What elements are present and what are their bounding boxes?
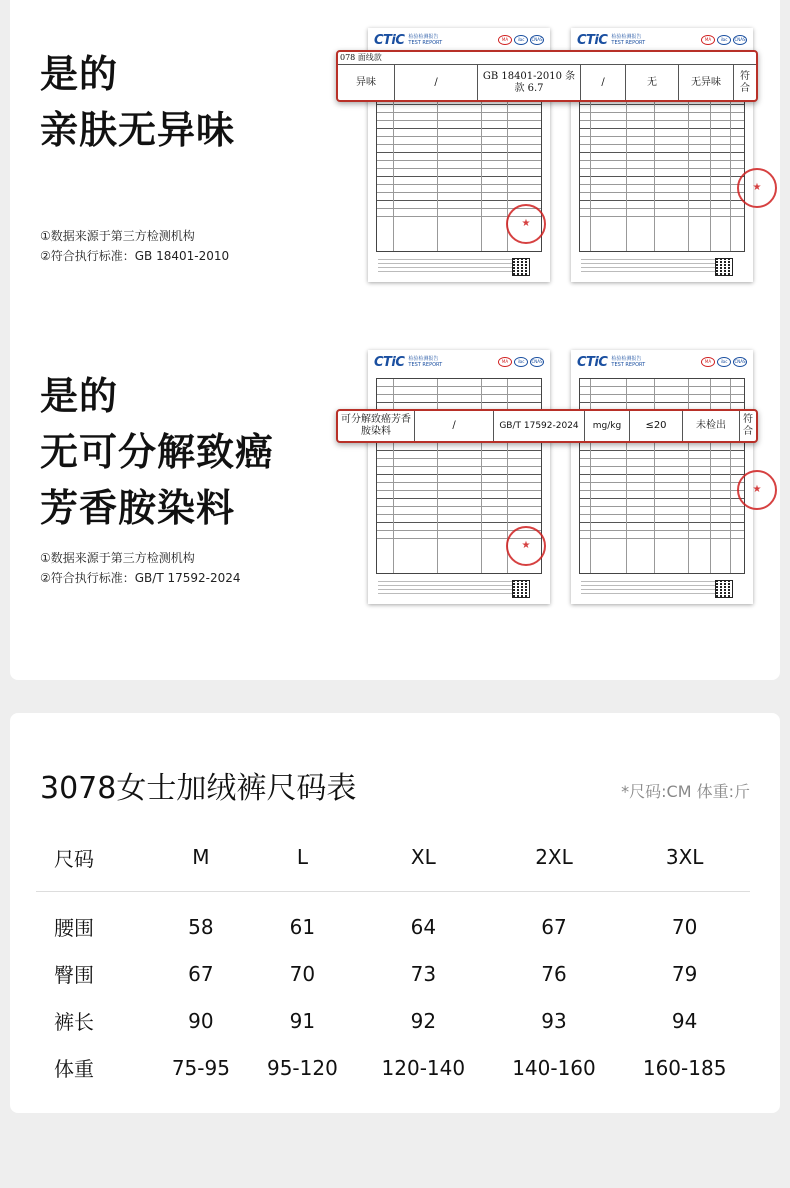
size-table: [36, 823, 750, 1091]
report-title-en: TEST REPORT: [611, 40, 646, 46]
ma-mark-icon: MA: [701, 357, 715, 367]
ctic-logo: CTiC: [577, 32, 608, 48]
table-cell: 75-95: [171, 1055, 230, 1080]
callout-standard: GB/T 17592-2024: [494, 411, 585, 441]
callout-item: 可分解致癌芳香胺染料: [338, 411, 415, 441]
qr-code-icon: [715, 580, 733, 598]
table-cell: 160-185: [642, 1055, 727, 1080]
claim-odor-free: [40, 46, 235, 158]
callout-method: /: [415, 411, 494, 441]
callout-method: /: [395, 65, 478, 100]
ma-mark-icon: MA: [701, 35, 715, 45]
report-image-page-2: [571, 350, 762, 604]
ma-mark-icon: MA: [498, 357, 512, 367]
callout-item: 异味: [338, 65, 395, 100]
table-cell: 95-120: [266, 1055, 338, 1080]
seal-stamp-icon: ★: [737, 470, 777, 510]
row-label: 臀围: [54, 963, 94, 987]
table-cell: 120-140: [381, 1055, 466, 1080]
notes-azo: [40, 548, 241, 588]
table-cell: 73: [410, 961, 437, 986]
headline-line: 芳香胺染料: [40, 486, 236, 530]
test-report-card: [10, 0, 780, 680]
note-standard: ②符合执行标准：GB 18401-2010: [40, 249, 230, 263]
qr-code-icon: [512, 258, 530, 276]
callout-requirement: 无: [626, 65, 679, 100]
ctic-logo: CTiC: [374, 354, 405, 370]
row-label: 腰围: [54, 916, 94, 940]
size-chart-card: [10, 713, 780, 1113]
table-cell: 58: [188, 914, 214, 939]
ilac-mark-icon: ilac: [717, 357, 731, 367]
report-title-cn: 检验检测报告: [408, 34, 439, 40]
headline-line: 是的: [40, 374, 119, 418]
ma-mark-icon: MA: [498, 35, 512, 45]
callout-verdict: 符合: [740, 70, 750, 94]
table-cell: 92: [410, 1008, 437, 1033]
row-label: 裤长: [54, 1010, 94, 1034]
note-source: ①数据来源于第三方检测机构: [40, 551, 195, 565]
header-cell: 3XL: [619, 823, 750, 892]
cnas-mark-icon: CNAS: [530, 357, 544, 367]
callout-caption: 078 面线款: [338, 52, 756, 65]
report-footer-lines: [378, 580, 520, 594]
table-cell: 94: [671, 1008, 698, 1033]
report-title-cn: 检验检测报告: [611, 34, 642, 40]
table-row: [36, 950, 750, 997]
table-cell: 140-160: [512, 1055, 596, 1080]
ilac-mark-icon: ilac: [514, 357, 528, 367]
report-title-cn: 检验检测报告: [611, 356, 642, 362]
table-cell: 67: [188, 961, 214, 986]
table-cell: 67: [541, 914, 567, 939]
report-footer-lines: [581, 580, 723, 594]
qr-code-icon: [715, 258, 733, 276]
headline-line: 是的: [40, 52, 119, 96]
table-cell: 70: [289, 961, 316, 986]
report-image-page-1: [368, 350, 550, 604]
table-row: [36, 997, 750, 1044]
size-table-header-row: [36, 823, 750, 892]
report-footer-lines: [581, 258, 723, 272]
cnas-mark-icon: CNAS: [530, 35, 544, 45]
cnas-mark-icon: CNAS: [733, 35, 747, 45]
header-cell: XL: [358, 823, 489, 892]
callout-result: 未检出: [683, 411, 740, 441]
table-cell: 70: [671, 914, 698, 939]
report-title-en: TEST REPORT: [408, 40, 443, 46]
ctic-logo: CTiC: [577, 354, 608, 370]
size-chart-title: 3078女士加绒裤尺码表: [40, 771, 357, 806]
headline-line: 亲肤无异味: [40, 108, 236, 152]
seal-stamp-icon: ★: [506, 526, 546, 566]
callout-standard: GB 18401-2010 条款 6.7: [478, 65, 581, 100]
table-cell: 79: [671, 961, 698, 986]
table-row: [36, 1044, 750, 1091]
claim-no-azo-dyes: [40, 368, 274, 536]
report-title-en: TEST REPORT: [611, 362, 646, 368]
headline-line: 无可分解致癌: [40, 430, 275, 474]
callout-verdict: 符合: [743, 414, 753, 437]
note-source: ①数据来源于第三方检测机构: [40, 229, 195, 243]
report-table-lines: [579, 378, 745, 574]
report-title-en: TEST REPORT: [408, 362, 443, 368]
callout-requirement: ≤20: [630, 411, 683, 441]
header-cell: 尺码: [36, 823, 155, 892]
ctic-logo: CTiC: [374, 32, 405, 48]
callout-odor-result: [336, 50, 758, 102]
callout-unit: /: [581, 65, 626, 100]
header-cell: L: [247, 823, 358, 892]
size-chart-unit-note: *尺码:CM 体重:斤: [621, 782, 750, 801]
seal-stamp-icon: ★: [506, 204, 546, 244]
callout-azo-result: [336, 409, 758, 443]
callout-result: 无异味: [679, 65, 734, 100]
report-footer-lines: [378, 258, 520, 272]
table-cell: 64: [410, 914, 437, 939]
table-cell: 93: [541, 1008, 567, 1033]
qr-code-icon: [512, 580, 530, 598]
table-cell: 61: [289, 914, 316, 939]
header-cell: 2XL: [489, 823, 620, 892]
table-row: [36, 892, 750, 951]
ilac-mark-icon: ilac: [514, 35, 528, 45]
table-cell: 76: [541, 961, 567, 986]
row-label: 体重: [54, 1057, 94, 1081]
ilac-mark-icon: ilac: [717, 35, 731, 45]
cnas-mark-icon: CNAS: [733, 357, 747, 367]
note-standard: ②符合执行标准：GB/T 17592-2024: [40, 571, 241, 585]
notes-odor: [40, 226, 229, 266]
seal-stamp-icon: ★: [737, 168, 777, 208]
table-cell: 91: [289, 1008, 316, 1033]
callout-unit: mg/kg: [585, 411, 630, 441]
table-cell: 90: [188, 1008, 214, 1033]
report-title-cn: 检验检测报告: [408, 356, 439, 362]
header-cell: M: [155, 823, 247, 892]
